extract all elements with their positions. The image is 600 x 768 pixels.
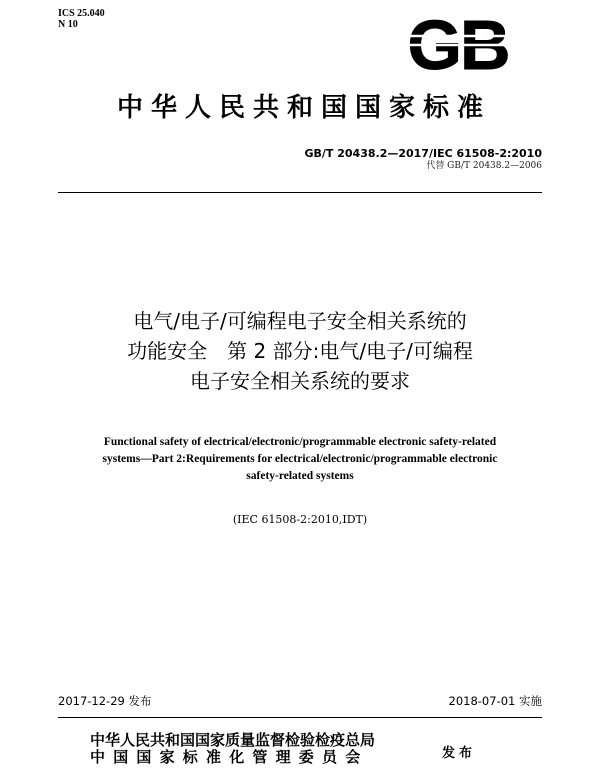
implement-date: 2018-07-01 实施	[448, 694, 542, 708]
issuer-aqsiq: 中华人民共和国国家质量监督检验检疫总局	[90, 731, 376, 749]
english-title-line: systems—Part 2:Requirements for electrical/electronic/programmable electronic	[102, 453, 498, 465]
publish-date: 2017-12-29 发布	[58, 694, 152, 708]
gb-logo-text: GB	[407, 12, 509, 74]
classification-codes	[58, 8, 105, 30]
ics-code: ICS 25.040	[58, 8, 105, 19]
issuing-authorities	[90, 732, 430, 766]
standard-number-block	[304, 147, 542, 172]
issue-label: 发布	[442, 746, 477, 761]
english-title-line: safety-related systems	[246, 470, 354, 482]
chinese-title-line: 功能安全 第 2 部分:电气/电子/可编程	[127, 339, 473, 363]
equivalence-note: (IEC 61508-2:2010,IDT)	[232, 513, 368, 526]
issuer-sac: 中国国家标准化管理委员会	[90, 748, 369, 766]
gb-logo-icon	[398, 12, 518, 74]
top-divider	[58, 192, 542, 193]
english-title	[40, 434, 560, 485]
replaces-standard: 代替 GB/T 20438.2—2006	[426, 161, 542, 171]
bottom-divider	[58, 717, 542, 718]
chinese-title-line: 电气/电子/可编程电子安全相关系统的	[133, 309, 467, 333]
ccs-code: N 10	[58, 19, 78, 30]
chinese-title-line: 电子安全相关系统的要求	[190, 369, 410, 393]
english-title-line: Functional safety of electrical/electronic/programmable electronic safety-related	[103, 436, 497, 448]
standard-number: GB/T 20438.2—2017/IEC 61508-2:2010	[304, 147, 542, 160]
national-standard-title: 中华人民共和国国家标准	[116, 93, 491, 123]
chinese-title	[30, 306, 570, 396]
